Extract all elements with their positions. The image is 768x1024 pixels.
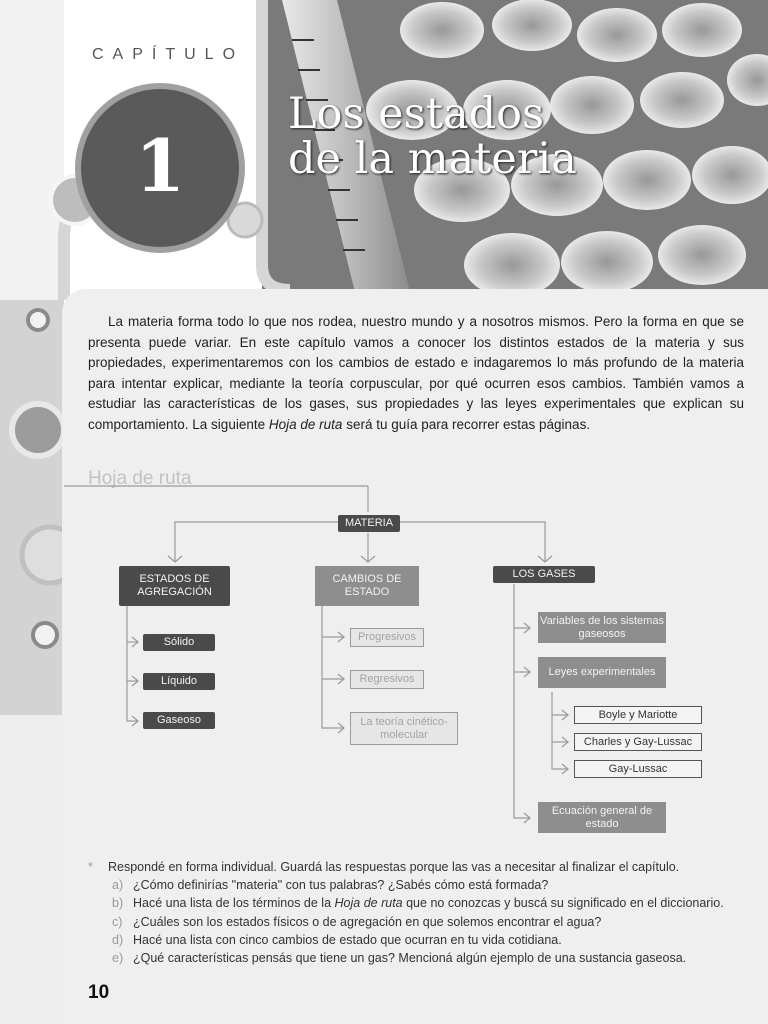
intro-text-1: La materia forma todo lo que nos rodea, nuestro mundo y a nosotros mismos. Pero la forma en que se presenta puede variar. En este capítulo vamos a conocer los distintos estados de la materia y sus propiedades, experimentaremos con los cambios de estado e indagaremos lo más profundo de la materia para intentar explicar, mediante la teoría corpuscular, por qué ocurren esos cambios. También vamos a estudiar las características de los gases, sus propiedades y las leyes experimentales que explican su comportamiento. La siguiente (88, 314, 744, 432)
question-c (88, 913, 748, 931)
node-liquido: Líquido (143, 673, 215, 690)
roadmap-title: Hoja de ruta (88, 468, 192, 489)
node-gay-lussac: Gay-Lussac (574, 760, 702, 778)
node-progresivos: Progresivos (350, 628, 424, 647)
node-estados-agregacion: ESTADOS DE AGREGACIÓN (119, 566, 230, 606)
node-variables-sistemas-gaseosos: Variables de los sistemas gaseosos (538, 612, 666, 643)
question-letter: a) (112, 878, 124, 893)
intro-text-2: será tu guía para recorrer estas páginas. (346, 416, 591, 432)
node-ecuacion-general-estado: Ecuación general de estado (538, 802, 666, 833)
bullet-star-icon: * (88, 860, 93, 874)
node-charles-gay-lussac: Charles y Gay-Lussac (574, 733, 702, 751)
question-a (88, 876, 748, 894)
page-number: 10 (88, 982, 110, 1003)
intro-text-italic: Hoja de ruta (268, 416, 343, 432)
node-solido: Sólido (143, 634, 215, 651)
title-line-1: Los estados (288, 89, 545, 139)
question-letter: e) (112, 951, 124, 966)
question-text-italic: Hoja de ruta (334, 896, 403, 911)
node-regresivos: Regresivos (350, 670, 424, 689)
node-materia: MATERIA (338, 515, 400, 532)
title-line-2: de la materia (288, 134, 577, 184)
chapter-label: CAPÍTULO (92, 46, 245, 63)
question-letter: d) (112, 932, 124, 947)
node-los-gases: LOS GASES (493, 566, 595, 583)
question-text: ¿Qué características pensás que tiene un gas? Mencioná algún ejemplo de una sustancia gaseosa. (133, 951, 687, 966)
node-gaseoso: Gaseoso (143, 712, 215, 729)
question-letter: b) (112, 896, 124, 911)
question-d (88, 931, 748, 949)
question-text: ¿Cuáles son los estados físicos o de agregación en que solemos encontrar el agua? (133, 914, 602, 929)
node-boyle-mariotte: Boyle y Mariotte (574, 706, 702, 724)
question-text-post: que no conozcas y buscá su significado en el diccionario. (406, 896, 724, 911)
node-cambios-estado: CAMBIOS DE ESTADO (315, 566, 419, 606)
questions-intro (88, 858, 748, 876)
chapter-number: 1 (134, 123, 186, 208)
node-leyes-experimentales: Leyes experimentales (538, 657, 666, 688)
question-text: Hacé una lista con cinco cambios de estado que ocurran en tu vida cotidiana. (133, 932, 562, 947)
question-text-pre: Hacé una lista de los términos de la (133, 896, 332, 911)
questions-block (88, 858, 748, 967)
question-e (88, 949, 748, 967)
question-b (88, 894, 748, 912)
question-text: ¿Cómo definirías "materia" con tus palabras? ¿Sabés cómo está formada? (133, 878, 549, 893)
node-teoria-cinetico-molecular: La teoría cinético-molecular (350, 712, 458, 745)
questions-intro-text: Respondé en forma individual. Guardá las respuestas porque las vas a necesitar al finalizar el capítulo. (108, 860, 680, 874)
question-letter: c) (112, 914, 123, 929)
